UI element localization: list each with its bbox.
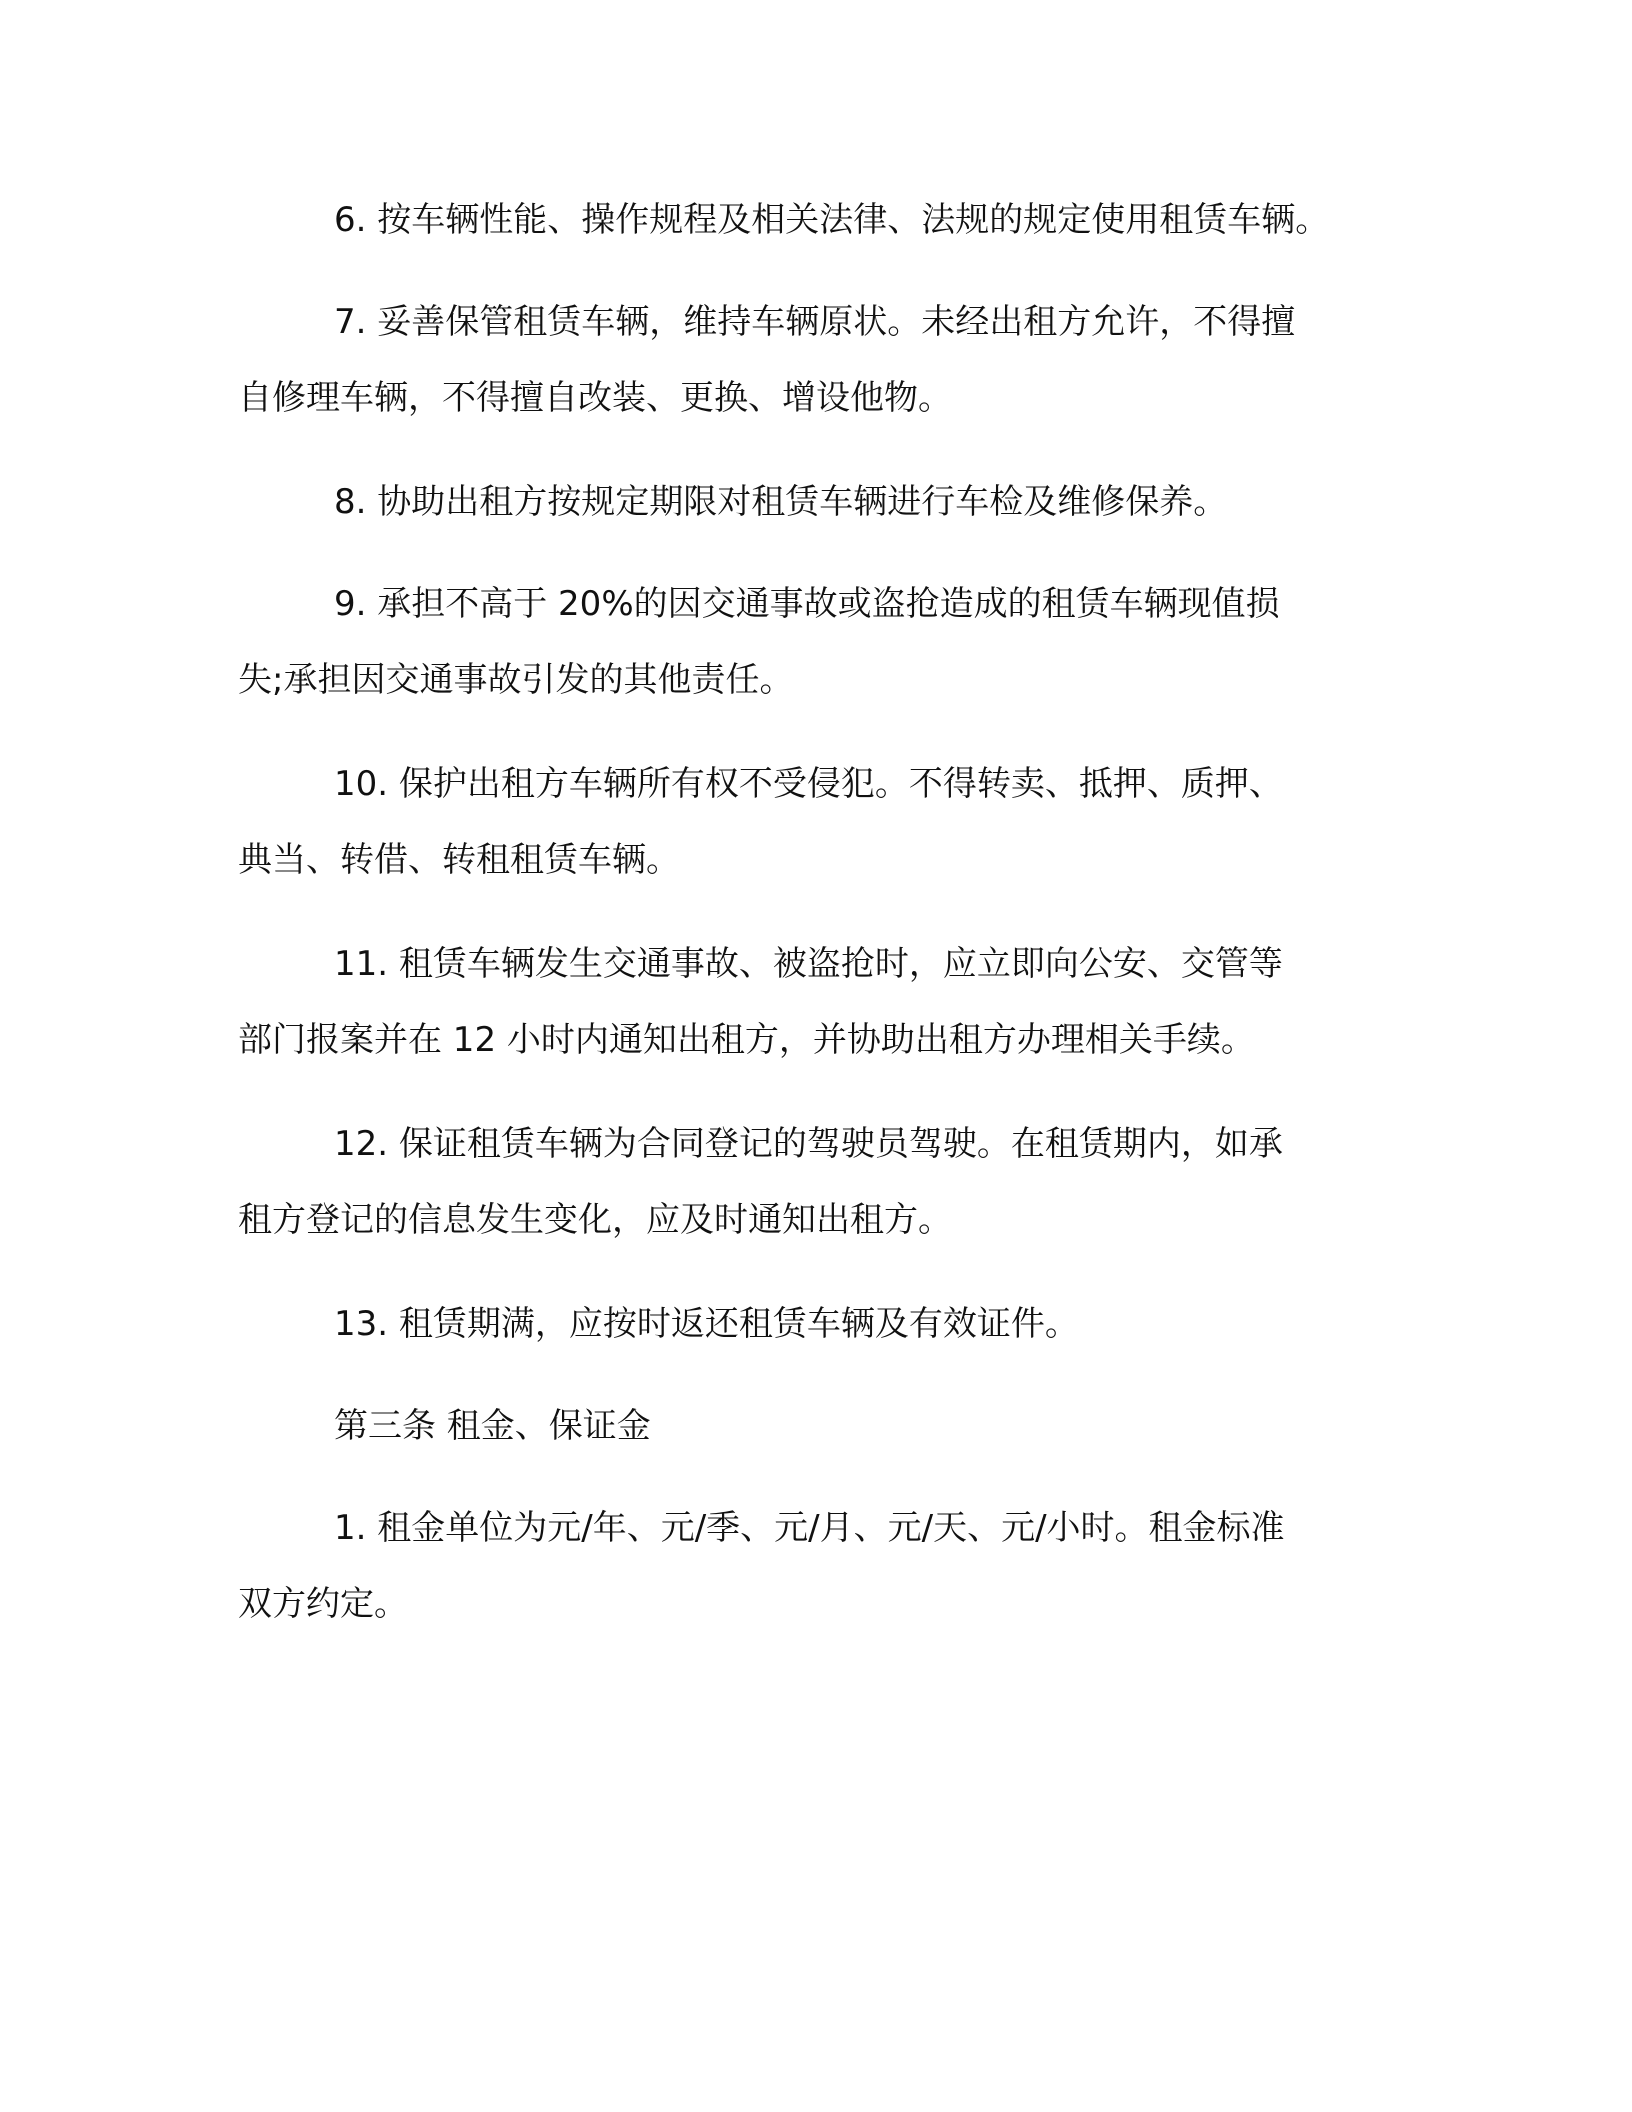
paragraph-line: 第三条 租金、保证金 [334,1406,651,1446]
clause-10 [238,746,1408,898]
paragraph-line: 7. 妥善保管租赁车辆，维持车辆原状。未经出租方允许，不得擅 [334,302,1296,342]
clause-7 [238,284,1408,436]
clause-11 [238,926,1408,1078]
clause-6 [238,182,1408,258]
clause-12 [238,1106,1408,1258]
paragraph-line: 双方约定。 [238,1584,408,1624]
paragraph-line: 典当、转借、转租租赁车辆。 [238,840,680,880]
paragraph-line: 自修理车辆，不得擅自改装、更换、增设他物。 [238,378,952,418]
paragraph-line: 13. 租赁期满，应按时返还租赁车辆及有效证件。 [334,1304,1079,1344]
paragraph-line: 10. 保护出租方车辆所有权不受侵犯。不得转卖、抵押、质押、 [334,764,1283,804]
paragraph-line: 租方登记的信息发生变化，应及时通知出租方。 [238,1200,952,1240]
clause-8 [238,464,1408,540]
paragraph-line: 1. 租金单位为元/年、元/季、元/月、元/天、元/小时。租金标准 [334,1508,1285,1548]
paragraph-line: 9. 承担不高于 20%的因交通事故或盗抢造成的租赁车辆现值损 [334,584,1280,624]
clause-9 [238,566,1408,718]
paragraph-line: 12. 保证租赁车辆为合同登记的驾驶员驾驶。在租赁期内，如承 [334,1124,1283,1164]
paragraph-line: 11. 租赁车辆发生交通事故、被盗抢时，应立即向公安、交管等 [334,944,1283,984]
rent-clause-1 [238,1490,1408,1642]
paragraph-line: 部门报案并在 12 小时内通知出租方，并协助出租方办理相关手续。 [238,1020,1255,1060]
paragraph-line: 失;承担因交通事故引发的其他责任。 [238,660,794,700]
section-heading [238,1388,1408,1464]
clause-13 [238,1286,1408,1362]
paragraph-line: 8. 协助出租方按规定期限对租赁车辆进行车检及维修保养。 [334,482,1228,522]
paragraph-line: 6. 按车辆性能、操作规程及相关法律、法规的规定使用租赁车辆。 [334,200,1330,240]
